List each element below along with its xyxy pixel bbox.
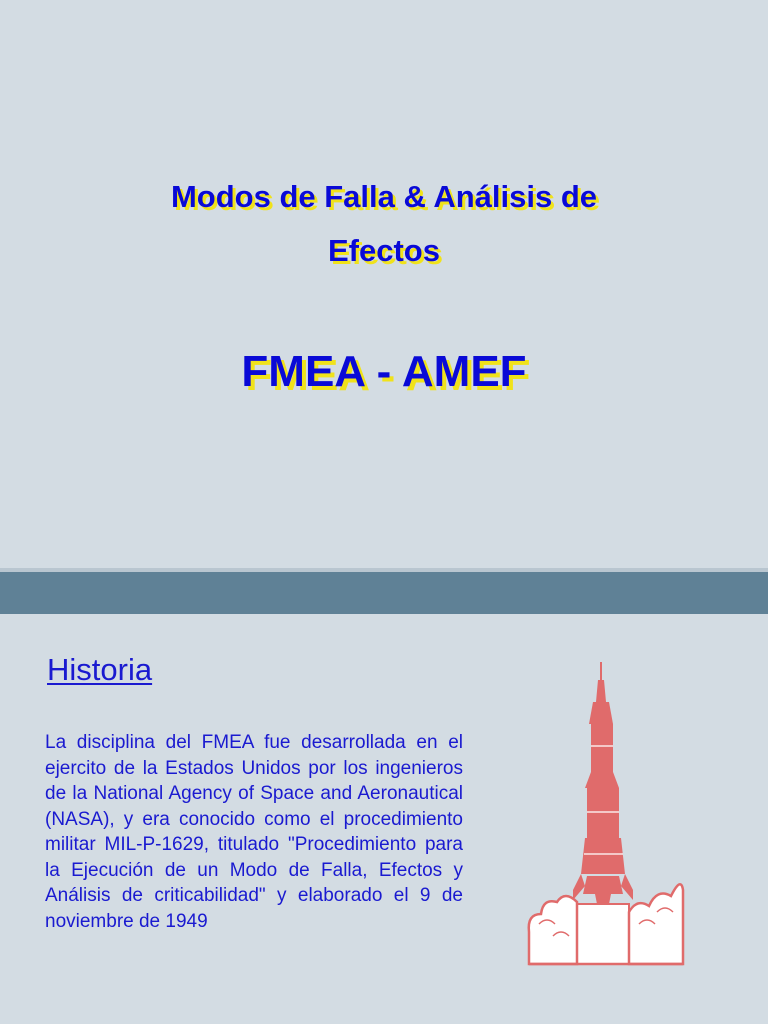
subtitle-line-2: Efectos (328, 233, 440, 268)
main-title: FMEA - AMEF (241, 347, 527, 396)
rocket-launch-icon (525, 662, 685, 967)
history-heading: Historia (47, 652, 153, 687)
history-paragraph: La disciplina del FMEA fue desarrollada en el ejercito de la Estados Unidos por los ingenieros de la National Agency of Space and Aeronautical (NASA), y era conocido como el procedimiento militar MIL-P-1629, titulado "Procedimiento para la Ejecución de un Modo de Falla, Efectos y Análisis de criticabilidad" y elaborado el 9 de noviembre de 1949 (45, 732, 463, 932)
slide-divider (0, 572, 768, 614)
history-slide (0, 614, 768, 1024)
subtitle-line-1: Modos de Falla & Análisis de (170, 179, 598, 214)
